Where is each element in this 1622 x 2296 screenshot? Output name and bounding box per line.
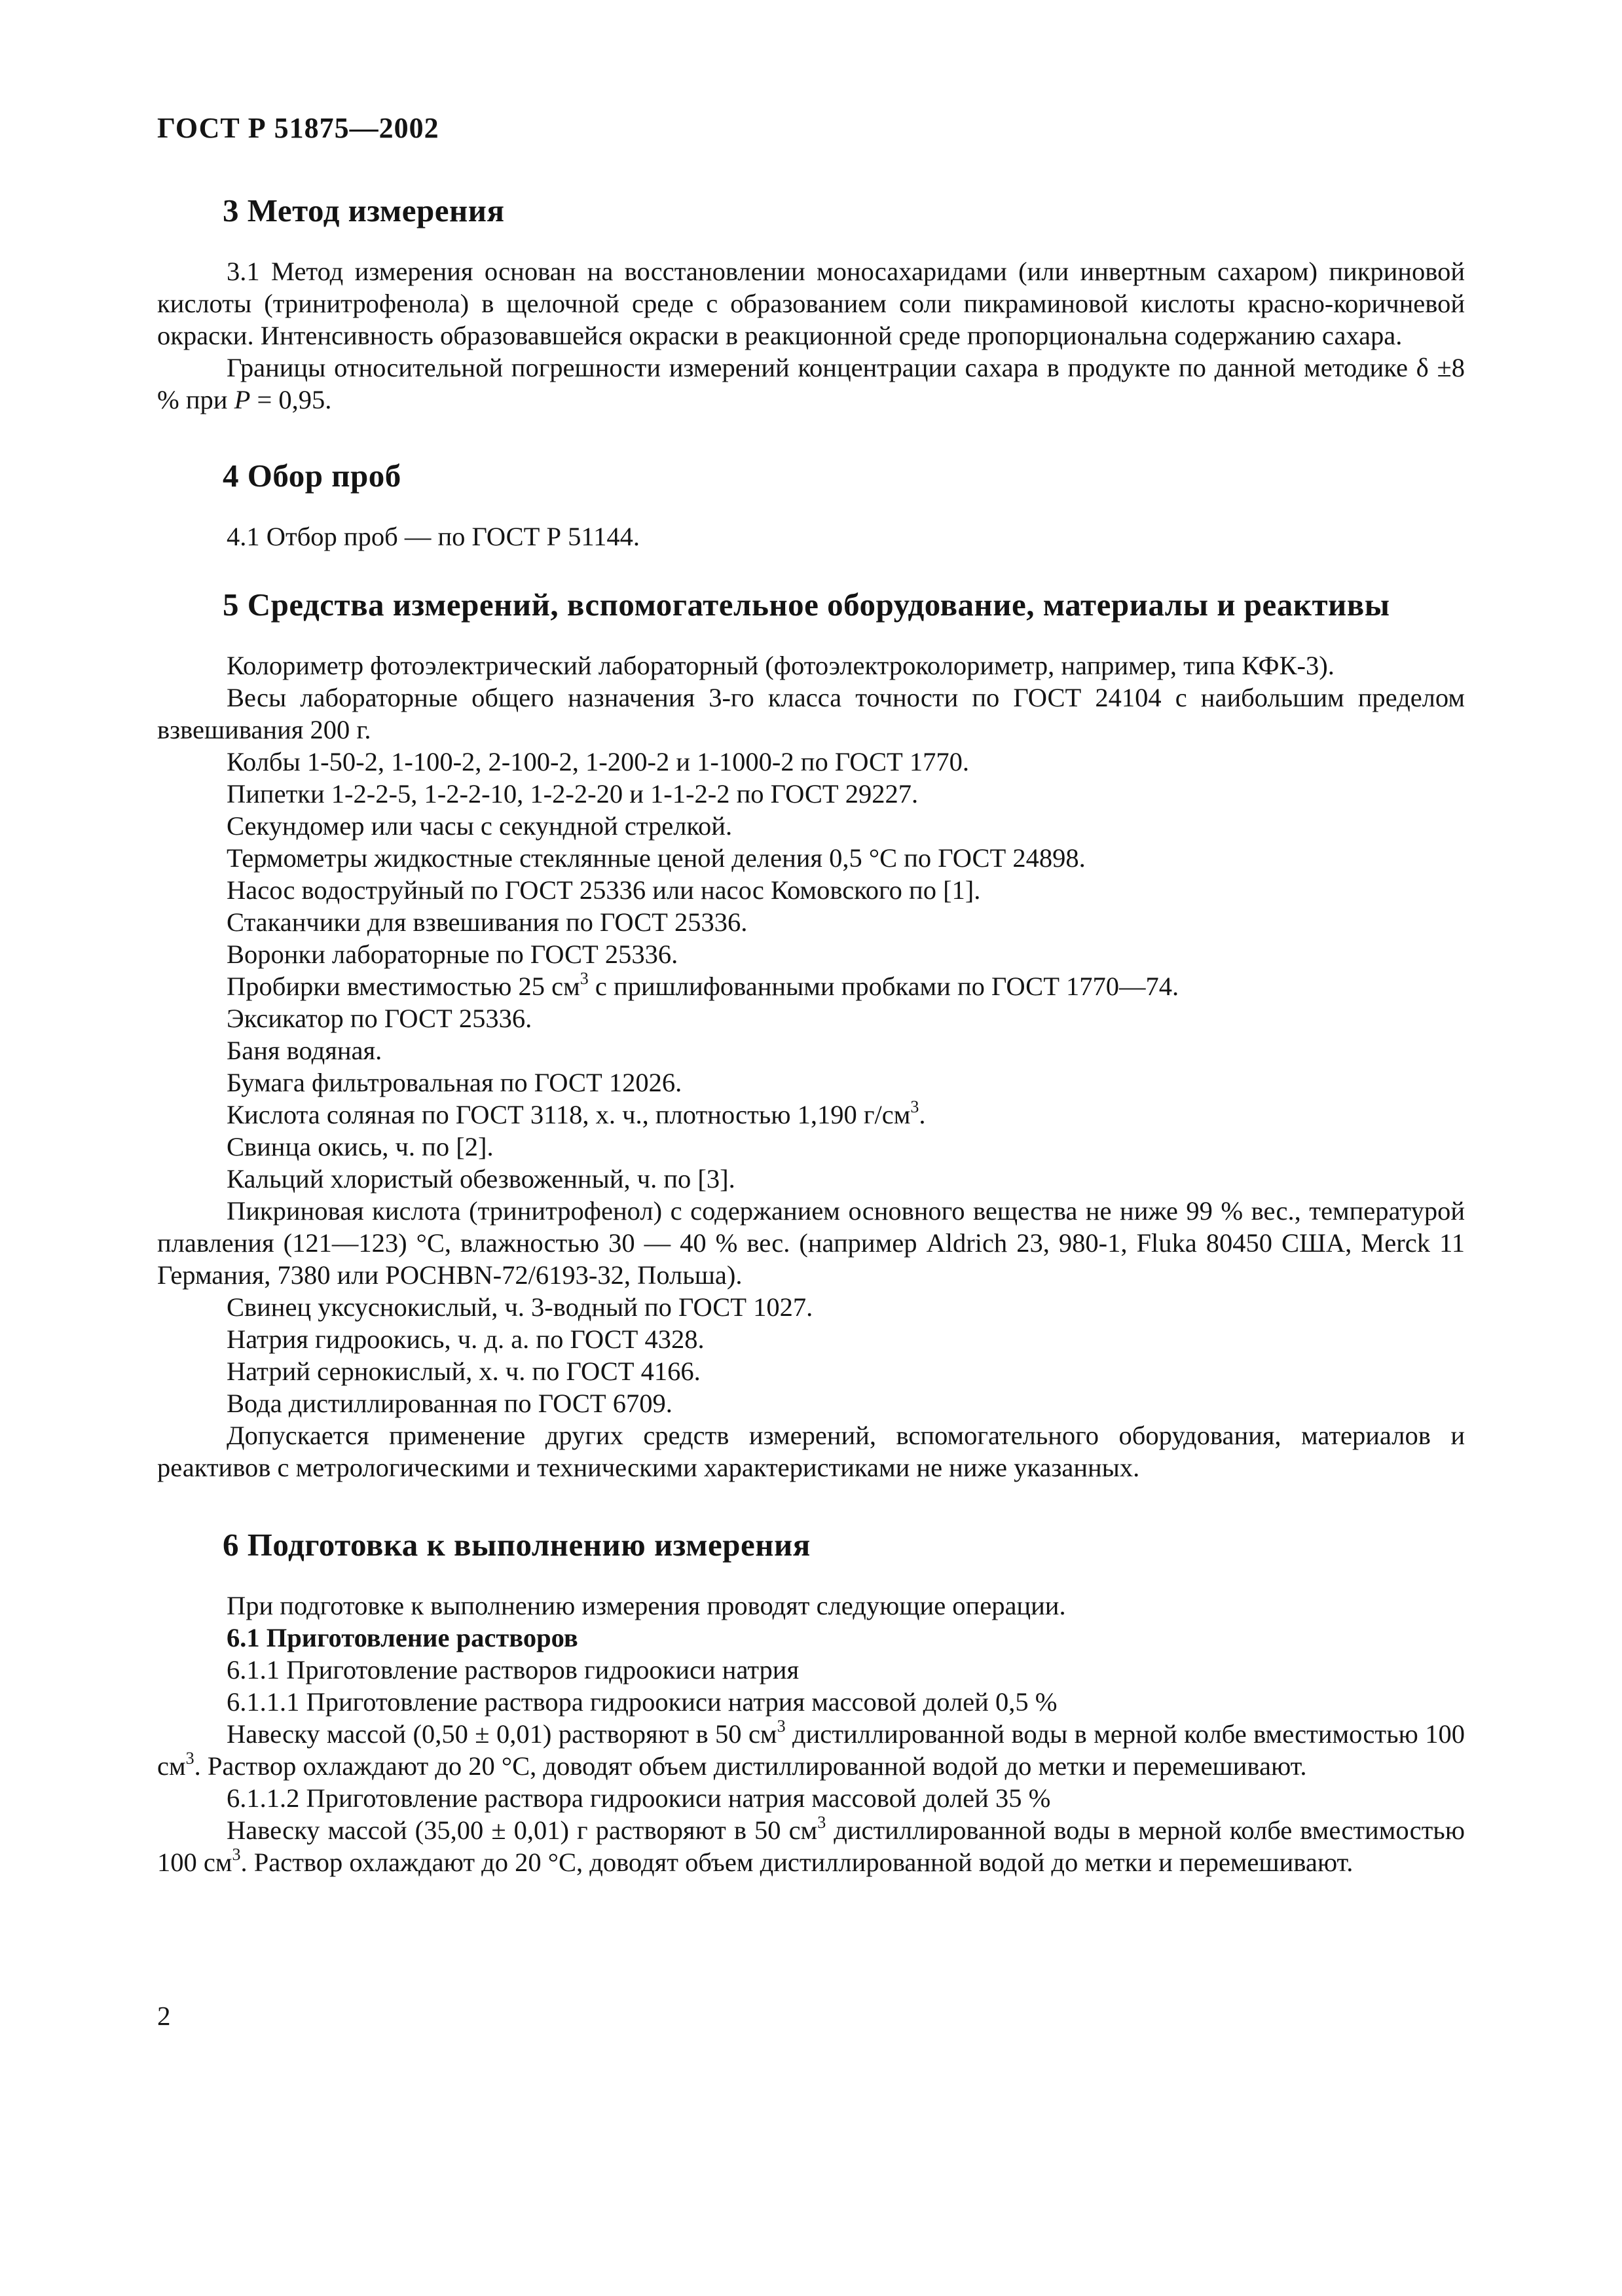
document-body xyxy=(157,183,1465,1878)
subsection-6-1-title: 6.1 Приготовление растворов xyxy=(227,1623,578,1652)
paragraph-6-1-1-1 xyxy=(157,1718,1465,1782)
subsection-6-1-1-2-title: 6.1.1.2 Приготовление раствора гидроокиси натрия массовой долей 35 % xyxy=(227,1783,1051,1813)
section-6-title: 6 Подготовка к выполнению измерения xyxy=(223,1527,811,1563)
section-4-title: 4 Обор проб xyxy=(223,458,401,494)
subsection-6-1-1-title: 6.1.1 Приготовление растворов гидроокиси натрия xyxy=(227,1655,800,1685)
list-item-test-tubes xyxy=(157,970,1465,1002)
list-item: Насос водоструйный по ГОСТ 25336 или насос Комовского по [1]. xyxy=(227,875,981,905)
subsection-6-1-1-1-title: 6.1.1.1 Приготовление раствора гидроокиси натрия массовой долей 0,5 % xyxy=(227,1687,1058,1717)
page-number: 2 xyxy=(157,2001,171,2031)
list-item: Весы лабораторные общего назначения 3-го класса точности по ГОСТ 24104 с наибольшим пределом взвешивания 200 г. xyxy=(157,683,1465,744)
acid-text-end: . xyxy=(919,1100,926,1129)
section-3-title: 3 Метод измерения xyxy=(223,192,505,228)
test-tubes-text: Пробирки вместимостью 25 см xyxy=(227,972,580,1001)
text: дистиллированной воды в мерной колбе вместимостью 100 см xyxy=(157,1719,1465,1781)
list-item: Секундомер или часы с секундной стрелкой. xyxy=(227,811,733,841)
paragraph-4-1: 4.1 Отбор проб — по ГОСТ Р 51144. xyxy=(227,522,640,551)
superscript: 3 xyxy=(817,1813,826,1832)
list-item: Пикриновая кислота (тринитрофенол) с содержанием основного вещества не ниже 99 % вес., температурой плавления (121—123) °С, влажностью 30 — 40 % вес. (например Aldrich 23, 980-1, Fluka 80450 США, Merck 11 Германия, 7380 или POCHBN-72/6193-32, Польша). xyxy=(157,1196,1465,1290)
list-item: Пипетки 1-2-2-5, 1-2-2-10, 1-2-2-20 и 1-1-2-2 по ГОСТ 29227. xyxy=(227,779,919,809)
list-item: Стаканчики для взвешивания по ГОСТ 25336. xyxy=(227,907,748,937)
text: . Раствор охлаждают до 20 °С, доводят объем дистиллированной водой до метки и перемешивают. xyxy=(194,1751,1307,1781)
text: Навеску массой (35,00 ± 0,01) г растворяют в 50 см xyxy=(227,1815,818,1845)
paragraph-3-accuracy xyxy=(157,352,1465,416)
superscript: 3 xyxy=(910,1097,919,1116)
accuracy-text-start: Границы относительной погрешности измерений концентрации сахара в продукте по данной методике δ ±8 % при xyxy=(157,353,1465,414)
document-code-header: ГОСТ Р 51875—2002 xyxy=(157,112,439,144)
list-item: Вода дистиллированная по ГОСТ 6709. xyxy=(227,1389,673,1418)
list-item: Бумага фильтровальная по ГОСТ 12026. xyxy=(227,1068,682,1097)
list-item: Колбы 1-50-2, 1-100-2, 2-100-2, 1-200-2 и 1-1000-2 по ГОСТ 1770. xyxy=(227,747,969,776)
list-item: Натрия гидроокись, ч. д. а. по ГОСТ 4328. xyxy=(227,1324,705,1354)
acid-text: Кислота соляная по ГОСТ 3118, х. ч., плотностью 1,190 г/см xyxy=(227,1100,911,1129)
list-item: Натрий сернокислый, х. ч. по ГОСТ 4166. xyxy=(227,1357,701,1386)
accuracy-text-end: = 0,95. xyxy=(250,385,332,414)
list-item: Колориметр фотоэлектрический лабораторный (фотоэлектроколориметр, например, типа КФК-3). xyxy=(227,651,1335,680)
text: дистиллированной воды в мерной колбе вместимостью 100 см xyxy=(157,1815,1465,1877)
superscript: 3 xyxy=(580,969,589,988)
list-item: Термометры жидкостные стеклянные ценой деления 0,5 °С по ГОСТ 24898. xyxy=(227,843,1086,873)
list-item: Кальций хлористый обезвоженный, ч. по [3]. xyxy=(227,1164,735,1194)
superscript: 3 xyxy=(185,1749,194,1768)
list-item: Воронки лабораторные по ГОСТ 25336. xyxy=(227,939,678,969)
text: Навеску массой (0,50 ± 0,01) растворяют в 50 см xyxy=(227,1719,777,1749)
section-5-title: 5 Средства измерений, вспомогательное оборудование, материалы и реактивы xyxy=(223,587,1390,623)
probability-variable: P xyxy=(234,385,251,414)
paragraph-6-1-1-2 xyxy=(157,1814,1465,1878)
list-item: Баня водяная. xyxy=(227,1036,382,1065)
paragraph-3-1: 3.1 Метод измерения основан на восстановлении моносахаридами (или инвертным сахаром) пикриновой кислоты (тринитрофенола) в щелочной среде с образованием соли пикраминовой кислоты красно-коричневой окраски. Интенсивность образовавшейся окраски в реакционной среде пропорциональна содержанию сахара. xyxy=(157,257,1465,350)
superscript: 3 xyxy=(777,1717,786,1736)
list-item: Свинец уксуснокислый, ч. 3-водный по ГОСТ 1027. xyxy=(227,1292,813,1322)
test-tubes-text-end: с пришлифованными пробками по ГОСТ 1770—74. xyxy=(588,972,1179,1001)
text: . Раствор охлаждают до 20 °С, доводят объем дистиллированной водой до метки и перемешивают. xyxy=(240,1848,1354,1877)
list-item: Допускается применение других средств измерений, вспомогательного оборудования, материалов и реактивов с метрологическими и техническими характеристиками не ниже указанных. xyxy=(157,1421,1465,1482)
list-item: Свинца окись, ч. по [2]. xyxy=(227,1132,494,1161)
list-item: Эксикатор по ГОСТ 25336. xyxy=(227,1004,532,1033)
paragraph-6-intro: При подготовке к выполнению измерения проводят следующие операции. xyxy=(227,1591,1066,1620)
superscript: 3 xyxy=(232,1845,241,1864)
list-item-hydrochloric-acid xyxy=(157,1099,1465,1131)
